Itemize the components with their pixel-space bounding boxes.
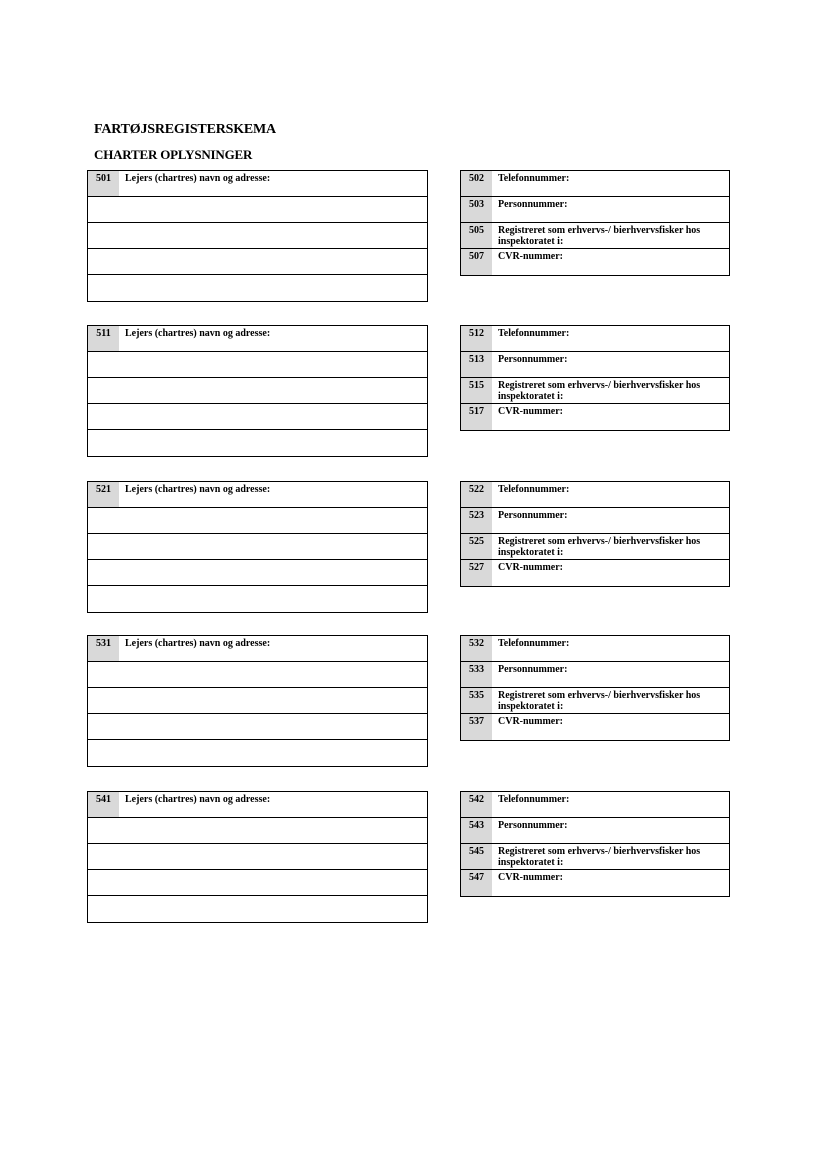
field-label: Telefonnummer: bbox=[498, 173, 570, 184]
renter-name-header-row bbox=[88, 636, 427, 662]
field-label: Registreret som erhvervs-/ bierhvervsfisker hos inspektoratet i: bbox=[498, 536, 701, 558]
renter-address-box bbox=[87, 481, 428, 613]
field-number: 543 bbox=[461, 818, 492, 843]
address-line-field[interactable] bbox=[88, 688, 427, 714]
field-label: Registreret som erhvervs-/ bierhvervsfisker hos inspektoratet i: bbox=[498, 846, 701, 868]
renter-details-box bbox=[460, 481, 730, 587]
section-subtitle: CHARTER OPLYSNINGER bbox=[94, 147, 253, 162]
field-number: 502 bbox=[461, 171, 492, 196]
cvr-number-field[interactable] bbox=[461, 560, 729, 586]
address-line-field[interactable] bbox=[88, 275, 427, 301]
address-line-field[interactable] bbox=[88, 586, 427, 612]
fisher-registration-field[interactable] bbox=[461, 844, 729, 870]
field-label: Lejers (chartres) navn og adresse: bbox=[125, 794, 271, 805]
cvr-number-field[interactable] bbox=[461, 714, 729, 740]
field-number: 541 bbox=[88, 792, 119, 817]
field-label: Lejers (chartres) navn og adresse: bbox=[125, 484, 271, 495]
renter-address-box bbox=[87, 791, 428, 923]
field-label: Lejers (chartres) navn og adresse: bbox=[125, 638, 271, 649]
address-line-field[interactable] bbox=[88, 870, 427, 896]
field-label: Registreret som erhvervs-/ bierhvervsfisker hos inspektoratet i: bbox=[498, 380, 701, 402]
address-line-field[interactable] bbox=[88, 352, 427, 378]
field-number: 542 bbox=[461, 792, 492, 817]
cvr-number-field[interactable] bbox=[461, 870, 729, 896]
personal-number-field[interactable] bbox=[461, 352, 729, 378]
renter-address-box bbox=[87, 635, 428, 767]
field-number: 537 bbox=[461, 714, 492, 740]
address-line-field[interactable] bbox=[88, 430, 427, 456]
field-label: CVR-nummer: bbox=[498, 251, 563, 262]
fisher-registration-field[interactable] bbox=[461, 378, 729, 404]
renter-details-box bbox=[460, 635, 730, 741]
field-label: Registreret som erhvervs-/ bierhvervsfisker hos inspektoratet i: bbox=[498, 225, 701, 247]
field-label: Telefonnummer: bbox=[498, 328, 570, 339]
field-number: 533 bbox=[461, 662, 492, 687]
fisher-registration-field[interactable] bbox=[461, 534, 729, 560]
address-line-field[interactable] bbox=[88, 560, 427, 586]
field-number: 525 bbox=[461, 534, 492, 559]
address-line-field[interactable] bbox=[88, 714, 427, 740]
field-number: 535 bbox=[461, 688, 492, 713]
renter-name-header-row bbox=[88, 171, 427, 197]
address-line-field[interactable] bbox=[88, 223, 427, 249]
field-number: 545 bbox=[461, 844, 492, 869]
field-number: 517 bbox=[461, 404, 492, 430]
field-label: Telefonnummer: bbox=[498, 794, 570, 805]
address-line-field[interactable] bbox=[88, 378, 427, 404]
personal-number-field[interactable] bbox=[461, 818, 729, 844]
fisher-registration-field[interactable] bbox=[461, 223, 729, 249]
renter-details-box bbox=[460, 791, 730, 897]
renter-address-box bbox=[87, 325, 428, 457]
field-label: Personnummer: bbox=[498, 510, 568, 521]
field-number: 511 bbox=[88, 326, 119, 351]
address-line-field[interactable] bbox=[88, 844, 427, 870]
field-label: Personnummer: bbox=[498, 354, 568, 365]
field-number: 501 bbox=[88, 171, 119, 196]
field-label: Registreret som erhvervs-/ bierhvervsfisker hos inspektoratet i: bbox=[498, 690, 701, 712]
renter-name-header-row bbox=[88, 792, 427, 818]
address-line-field[interactable] bbox=[88, 249, 427, 275]
renter-name-header-row bbox=[88, 482, 427, 508]
personal-number-field[interactable] bbox=[461, 197, 729, 223]
field-number: 507 bbox=[461, 249, 492, 275]
field-label: Personnummer: bbox=[498, 664, 568, 675]
field-number: 532 bbox=[461, 636, 492, 661]
field-number: 503 bbox=[461, 197, 492, 222]
phone-field[interactable] bbox=[461, 326, 729, 352]
page-title: FARTØJSREGISTERSKEMA bbox=[94, 122, 276, 137]
field-number: 515 bbox=[461, 378, 492, 403]
field-number: 531 bbox=[88, 636, 119, 661]
field-label: Telefonnummer: bbox=[498, 484, 570, 495]
address-line-field[interactable] bbox=[88, 508, 427, 534]
personal-number-field[interactable] bbox=[461, 508, 729, 534]
field-label: CVR-nummer: bbox=[498, 406, 563, 417]
renter-address-box bbox=[87, 170, 428, 302]
address-line-field[interactable] bbox=[88, 534, 427, 560]
renter-name-header-row bbox=[88, 326, 427, 352]
phone-field[interactable] bbox=[461, 171, 729, 197]
field-label: CVR-nummer: bbox=[498, 562, 563, 573]
field-label: CVR-nummer: bbox=[498, 716, 563, 727]
field-label: CVR-nummer: bbox=[498, 872, 563, 883]
address-line-field[interactable] bbox=[88, 662, 427, 688]
field-label: Lejers (chartres) navn og adresse: bbox=[125, 328, 271, 339]
cvr-number-field[interactable] bbox=[461, 249, 729, 275]
field-label: Lejers (chartres) navn og adresse: bbox=[125, 173, 271, 184]
renter-details-box bbox=[460, 170, 730, 276]
phone-field[interactable] bbox=[461, 636, 729, 662]
field-number: 513 bbox=[461, 352, 492, 377]
address-line-field[interactable] bbox=[88, 896, 427, 922]
personal-number-field[interactable] bbox=[461, 662, 729, 688]
field-number: 521 bbox=[88, 482, 119, 507]
field-number: 512 bbox=[461, 326, 492, 351]
phone-field[interactable] bbox=[461, 482, 729, 508]
fisher-registration-field[interactable] bbox=[461, 688, 729, 714]
field-number: 547 bbox=[461, 870, 492, 896]
address-line-field[interactable] bbox=[88, 197, 427, 223]
field-label: Personnummer: bbox=[498, 820, 568, 831]
field-label: Personnummer: bbox=[498, 199, 568, 210]
cvr-number-field[interactable] bbox=[461, 404, 729, 430]
phone-field[interactable] bbox=[461, 792, 729, 818]
address-line-field[interactable] bbox=[88, 740, 427, 766]
field-number: 527 bbox=[461, 560, 492, 586]
renter-details-box bbox=[460, 325, 730, 431]
field-label: Telefonnummer: bbox=[498, 638, 570, 649]
field-number: 505 bbox=[461, 223, 492, 248]
address-line-field[interactable] bbox=[88, 818, 427, 844]
address-line-field[interactable] bbox=[88, 404, 427, 430]
field-number: 523 bbox=[461, 508, 492, 533]
field-number: 522 bbox=[461, 482, 492, 507]
